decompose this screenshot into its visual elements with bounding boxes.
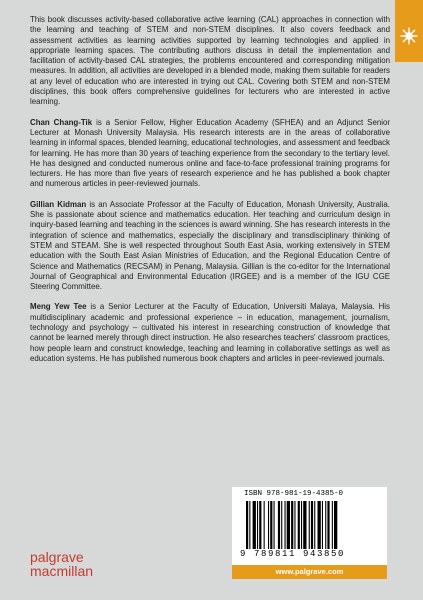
publisher-line-1: palgrave: [30, 549, 84, 565]
author-name-2: Gillian Kidman: [30, 199, 87, 209]
book-description: This book discusses activity-based collaborative active learning (CAL) approaches in connection with the learning and teaching of STEM and non-STEM disciplines. It also covers feedback and assessment activities as learning activities supported by learning technologies and applied in appropriate learning spaces. The contributing authors discuss in detail the implementation and facilitation of activity-based CAL strategies, the problems encountered and corresponding mitigation measures. In addition, all activities are developed in a blended mode, making them suitable for readers at any level of education who are interested in trying out CAL. Covering both STEM and non-STEM disciplines, this book offers comprehensive guidelines for lecturers who are interested in active learning.: [30, 15, 390, 107]
palgrave-logo-icon: [400, 27, 418, 45]
blurb-column: [30, 15, 390, 374]
publisher-url: www.palgrave.com: [232, 565, 387, 579]
author-bio-text-1: is a Senior Fellow, Higher Education Academy (SFHEA) and an Adjunct Senior Lecturer at Monash University Malaysia. His research interests are in the areas of collaborative learning in informal spaces, blended learning, educational technologies, and assessment and feedback for learning. He has more than 30 years of teaching experience from the secondary to the tertiary level. He has designed and conducted numerous online and face-to-face professional training programs for lecturers. He has more than five years of research experience and he has published a book chapter and numerous articles in peer-reviewed journals.: [30, 117, 390, 189]
author-bio-3: [30, 302, 390, 364]
corner-logo-box: [395, 0, 423, 62]
author-bio-text-3: is a Senior Lecturer at the Faculty of Education, Universiti Malaya, Malaysia. His multidisciplinary academic and professional experience – in education, management, journalism, technology and psychology – cultivated his interest in researching construction of knowledge that cannot be learned merely through direct instruction. He also researches teachers' classroom practices, how people learn and construct knowledge, teaching and learning in collaborative settings as well as education systems. He has published numerous book chapters and articles in peer-reviewed journals.: [30, 302, 390, 363]
isbn-label: ISBN 978-981-19-4385-0: [244, 490, 344, 498]
author-name-3: Meng Yew Tee: [30, 302, 87, 312]
barcode-graphic: [244, 501, 374, 549]
publisher-line-2: macmillan: [30, 563, 94, 579]
author-bio-text-2: is an Associate Professor at the Faculty of Education, Monash University, Australia. She is passionate about science and mathematics education. Her teaching and curriculum design in inquiry-based learning and teaching in the sciences is award winning. She has research interests in the integration of science and mathematics, especially the disciplinary and transdisciplinary thinking of STEM and STEAM. She is well respected throughout South East Asia, working extensively in STEM education with the South East Asian Ministries of Education, and the Regional Education Centre of Science and Mathematics (RECSAM) in Penang, Malaysia. Gillian is the co-editor for the International Journal of Geographical and Environmental Education (IRGEE) and is a member of the IGU CGE Steering Committee.: [30, 199, 390, 292]
publisher-logo: [30, 550, 93, 578]
author-name-1: Chan Chang-Tik: [30, 117, 93, 127]
barcode-digits: 9 789811 943850: [240, 549, 346, 559]
author-bio-1: [30, 118, 390, 190]
barcode-box: [232, 487, 387, 565]
author-bio-2: [30, 200, 390, 293]
